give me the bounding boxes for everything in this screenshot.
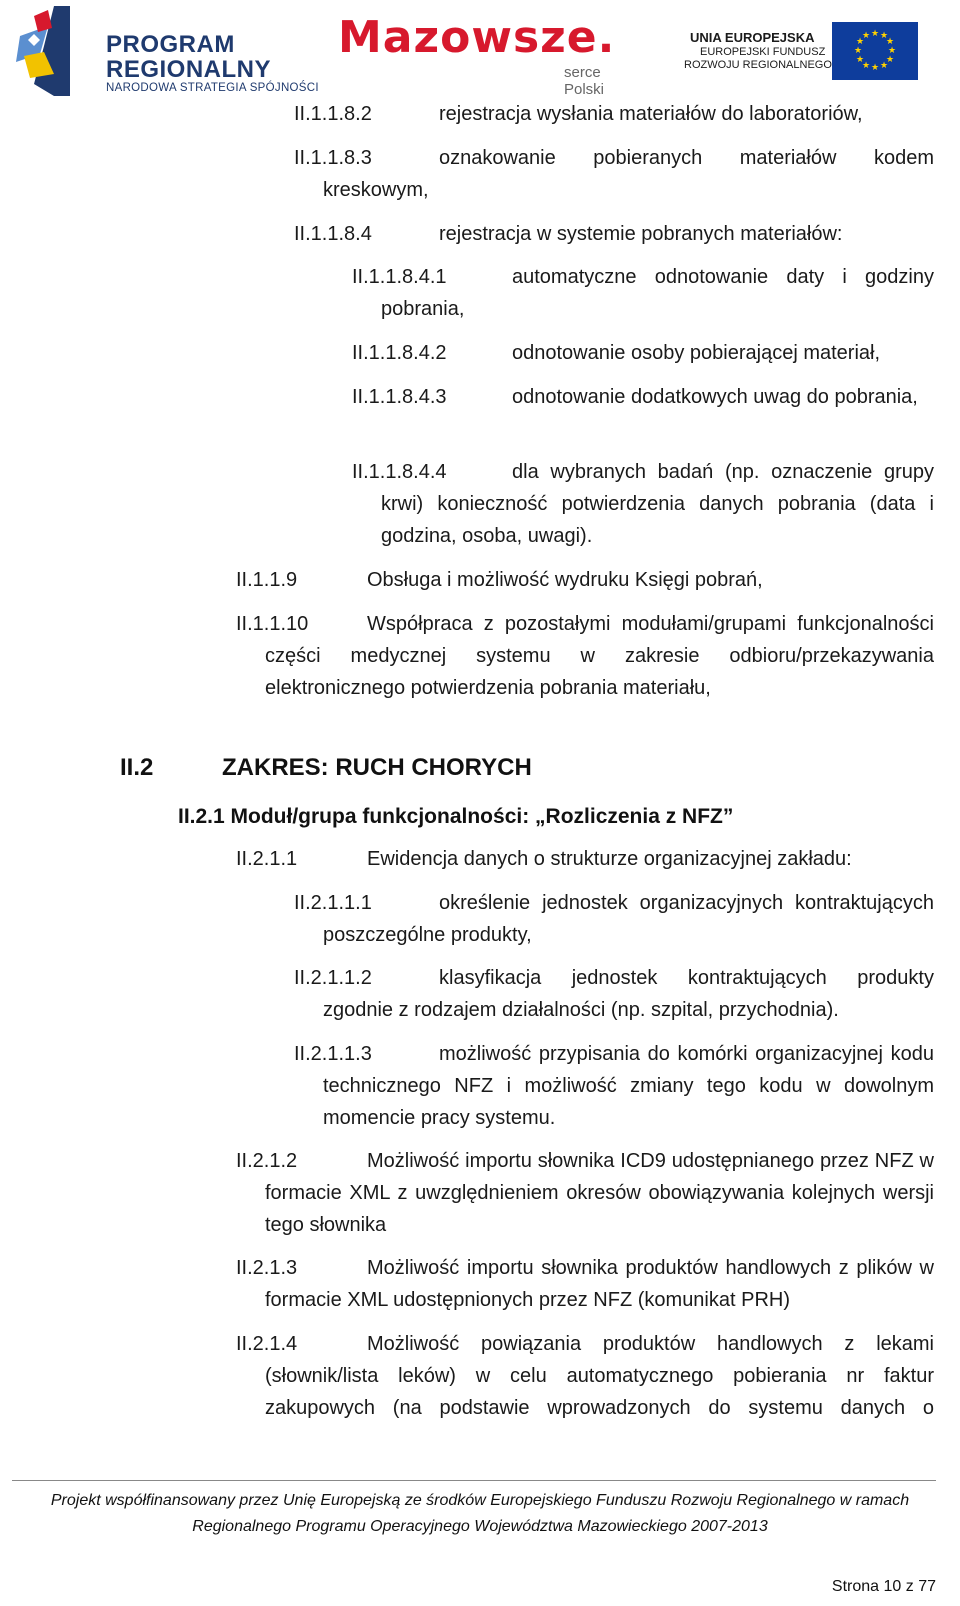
item-number: II.2.1.3: [236, 1257, 298, 1279]
item-number: II.1.1.10: [236, 613, 309, 635]
item-number: II.2.1.4: [236, 1333, 298, 1355]
page-number: Strona 10 z 77: [831, 1578, 936, 1595]
svg-text:★: ★: [870, 63, 880, 73]
item-text: Możliwość importu słownika ICD9 udostępnianego przez NFZ w formacie XML z uwzględnieniem okresów obowiązywania kolejnych wersji tego słownika: [265, 1150, 934, 1236]
item-text: odnotowanie dodatkowych uwag do pobrania,: [512, 386, 918, 408]
program-subtitle: NARODOWA STRATEGIA SPÓJNOŚCI: [106, 82, 319, 94]
item-number: II.2.1.1.2: [294, 967, 372, 989]
item-text: dla wybranych badań (np. oznaczenie grupy krwi) konieczność potwierdzenia danych pobrania (data i godzina, osoba, uwagi).: [381, 461, 934, 547]
item-text: oznakowanie pobieranych materiałów kodem kreskowym,: [323, 147, 934, 201]
list-item: II.2.1.1 Ewidencja danych o strukturze organizacyjnej zakładu:: [236, 848, 852, 870]
item-text: Współpraca z pozostałymi modułami/grupami funkcjonalności części medycznej systemu w zakresie odbioru/przekazywania elektronicznego potwierdzenia pobrania materiału,: [265, 613, 934, 699]
program-regionalny-logo: [14, 6, 319, 96]
list-item: II.1.1.8.4 rejestracja w systemie pobranych materiałów:: [294, 223, 843, 245]
item-text: Możliwość powiązania produktów handlowych z lekami (słownik/lista leków) w celu automatycznego pobierania nr faktur zakupowych (na podstawie wprowadzonych do systemu danych o: [265, 1333, 934, 1419]
svg-text:★: ★: [887, 46, 897, 56]
list-item: II.1.1.8.2 rejestracja wysłania materiałów do laboratoriów,: [294, 103, 863, 125]
svg-text:★: ★: [861, 61, 871, 71]
item-text: klasyfikacja jednostek kontraktujących produkty zgodnie z rodzajem działalności (np. szpital, przychodnia).: [323, 967, 934, 1021]
eu-logo: [686, 22, 946, 82]
svg-text:★: ★: [855, 55, 865, 65]
page-header: [0, 0, 960, 100]
svg-text:★: ★: [870, 29, 880, 39]
svg-text:★: ★: [879, 61, 889, 71]
item-number: II.2.1.2: [236, 1150, 298, 1172]
eu-fund-line1: EUROPEJSKI FUNDUSZ: [700, 46, 826, 58]
item-number: II.1.1.8.4.4: [352, 461, 447, 483]
program-title: PROGRAM REGIONALNY: [106, 31, 272, 83]
mazowsze-tagline: serce Polski: [564, 64, 605, 98]
eu-fund-line2: ROZWOJU REGIONALNEGO: [684, 59, 832, 71]
mazowsze-logo: [338, 12, 638, 98]
eu-title: UNIA EUROPEJSKA: [690, 30, 815, 45]
item-number: II.1.1.8.4.3: [352, 386, 447, 408]
section-number: II.2: [120, 754, 154, 781]
eu-flag-icon: [832, 22, 918, 80]
program-regionalny-emblem-icon: [14, 6, 84, 96]
item-number: II.1.1.8.3: [294, 147, 372, 169]
svg-text:★: ★: [853, 46, 863, 56]
svg-text:★: ★: [885, 55, 895, 65]
item-text: automatyczne odnotowanie daty i godziny pobrania,: [381, 266, 934, 320]
list-item: II.1.1.8.4.2 odnotowanie osoby pobierającej materiał,: [352, 342, 881, 364]
item-text: określenie jednostek organizacyjnych kontraktujących poszczególne produkty,: [323, 892, 934, 946]
list-item: II.1.1.9 Obsługa i możliwość wydruku Księgi pobrań,: [236, 569, 763, 591]
item-text: Możliwość importu słownika produktów handlowych z plików w formacie XML udostępnionych przez NFZ (komunikat PRH): [265, 1257, 934, 1311]
footer-line-1: Projekt współfinansowany przez Unię Europejską ze środków Europejskiego Funduszu Rozwoju Regionalnego w ramach: [50, 1492, 910, 1509]
footer-line-2: Regionalnego Programu Operacyjnego Województwa Mazowieckiego 2007-2013: [192, 1518, 768, 1535]
item-number: II.1.1.8.4.1: [352, 266, 447, 288]
svg-text:★: ★: [861, 31, 871, 41]
subsection-title: II.2.1 Moduł/grupa funkcjonalności: „Rozliczenia z NFZ”: [178, 805, 734, 828]
mazowsze-wordmark: Mazowsze.: [338, 12, 616, 63]
footer-divider: [12, 1480, 936, 1481]
item-text: możliwość przypisania do komórki organizacyjnej kodu technicznego NFZ i możliwość zmiany tego kodu w dowolnym momencie pracy systemu.: [323, 1043, 934, 1129]
item-number: II.2.1.1.1: [294, 892, 372, 914]
item-number: II.2.1.1.3: [294, 1043, 372, 1065]
svg-text:★: ★: [855, 37, 865, 47]
svg-text:★: ★: [879, 31, 889, 41]
svg-text:★: ★: [885, 37, 895, 47]
section-title: ZAKRES: RUCH CHORYCH: [222, 754, 532, 781]
